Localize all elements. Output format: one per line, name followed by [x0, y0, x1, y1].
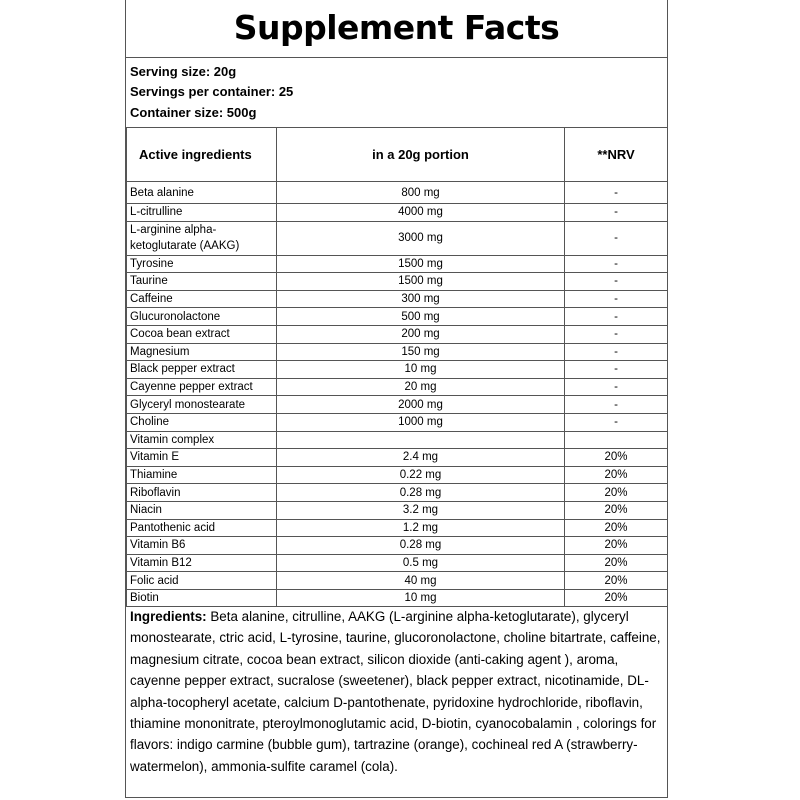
- portion-amount: 150 mg: [277, 343, 565, 361]
- nrv-value: -: [565, 325, 668, 343]
- ingredient-name: Tyrosine: [127, 255, 277, 273]
- portion-amount: 0.28 mg: [277, 484, 565, 502]
- table-row: [127, 308, 668, 326]
- ingredient-name: Niacin: [127, 501, 277, 519]
- ingredient-name: Folic acid: [127, 572, 277, 590]
- ingredient-name: Pantothenic acid: [127, 519, 277, 537]
- ingredient-name: L-arginine alpha-ketoglutarate (AAKG): [127, 221, 277, 255]
- nrv-value: -: [565, 378, 668, 396]
- table-row: [127, 554, 668, 572]
- nrv-value: 20%: [565, 554, 668, 572]
- nrv-value: 20%: [565, 466, 668, 484]
- servings-per-container: Servings per container: 25: [130, 84, 294, 99]
- table-row: [127, 255, 668, 273]
- header-nrv: **NRV: [565, 128, 668, 182]
- table-header-row: [127, 128, 668, 182]
- supplement-table: [126, 127, 668, 607]
- ingredient-name: Riboflavin: [127, 484, 277, 502]
- nrv-value: -: [565, 290, 668, 308]
- table-row: [127, 589, 668, 607]
- table-row: [127, 182, 668, 204]
- serving-size: Serving size: 20g: [130, 64, 237, 79]
- nrv-value: -: [565, 182, 668, 204]
- table-row: [127, 449, 668, 467]
- ingredient-name: Caffeine: [127, 290, 277, 308]
- portion-amount: 2000 mg: [277, 396, 565, 414]
- portion-amount: 500 mg: [277, 308, 565, 326]
- portion-amount: 3.2 mg: [277, 501, 565, 519]
- header-active-ingredients: Active ingredients: [127, 128, 277, 182]
- ingredient-name: Biotin: [127, 589, 277, 607]
- ingredients-list: Beta alanine, citrulline, AAKG (L-arginine alpha-ketoglutarate), glyceryl monostearate, ctric acid, L-tyrosine, taurine, glucoronolactone, choline bitartrate, caffeine, magnesium citrate, cocoa bean extract, silicon dioxide (anti-caking agent ), aroma, cayenne pepper extract, sucralose (sweetener), black pepper extract, nicotinamide, DL-alpha-tocopheryl acetate, calcium D-pantothenate, pyridoxine hydrochloride, riboflavin, thiamine mononitrate, pteroylmonoglutamic acid, D-biotin, cyanocobalamin , colorings for flavors: indigo carmine (bubble gum), tartrazine (orange), cochineal red A (strawberry-watermelon), ammonia-sulfite caramel (cola).: [130, 609, 661, 774]
- table-row: [127, 537, 668, 555]
- table-row: [127, 221, 668, 255]
- table-row: [127, 378, 668, 396]
- ingredient-name: Choline: [127, 413, 277, 431]
- portion-amount: 0.22 mg: [277, 466, 565, 484]
- table-row: [127, 396, 668, 414]
- nrv-value: -: [565, 273, 668, 291]
- nrv-value: -: [565, 413, 668, 431]
- ingredients-text: [130, 606, 666, 777]
- ingredient-name: Vitamin B12: [127, 554, 277, 572]
- portion-amount: 200 mg: [277, 325, 565, 343]
- portion-amount: 20 mg: [277, 378, 565, 396]
- table-row: [127, 519, 668, 537]
- portion-amount: 300 mg: [277, 290, 565, 308]
- nrv-value: [565, 431, 668, 449]
- nrv-value: -: [565, 255, 668, 273]
- ingredient-name: Magnesium: [127, 343, 277, 361]
- portion-amount: 800 mg: [277, 182, 565, 204]
- table-row: [127, 501, 668, 519]
- nrv-value: -: [565, 308, 668, 326]
- nrv-value: 20%: [565, 519, 668, 537]
- ingredient-name: Beta alanine: [127, 182, 277, 204]
- ingredient-name: Taurine: [127, 273, 277, 291]
- container-size: Container size: 500g: [130, 105, 257, 120]
- table-row: [127, 204, 668, 222]
- table-row: [127, 413, 668, 431]
- nrv-value: 20%: [565, 589, 668, 607]
- portion-amount: 0.5 mg: [277, 554, 565, 572]
- nrv-value: 20%: [565, 501, 668, 519]
- nrv-value: -: [565, 204, 668, 222]
- header-portion: in a 20g portion: [277, 128, 565, 182]
- nrv-value: 20%: [565, 537, 668, 555]
- divider: [126, 57, 667, 58]
- table-row: [127, 431, 668, 449]
- table-row: [127, 466, 668, 484]
- nrv-value: 20%: [565, 449, 668, 467]
- portion-amount: 10 mg: [277, 589, 565, 607]
- ingredient-name: L-citrulline: [127, 204, 277, 222]
- nrv-value: -: [565, 396, 668, 414]
- portion-amount: 1500 mg: [277, 273, 565, 291]
- portion-amount: 2.4 mg: [277, 449, 565, 467]
- supplement-facts-panel: [125, 0, 668, 798]
- portion-amount: 4000 mg: [277, 204, 565, 222]
- ingredient-name: Cocoa bean extract: [127, 325, 277, 343]
- ingredient-name: Black pepper extract: [127, 361, 277, 379]
- table-row: [127, 343, 668, 361]
- ingredient-name: Thiamine: [127, 466, 277, 484]
- ingredient-name: Vitamin E: [127, 449, 277, 467]
- nrv-value: -: [565, 361, 668, 379]
- table-row: [127, 290, 668, 308]
- portion-amount: 1500 mg: [277, 255, 565, 273]
- portion-amount: 40 mg: [277, 572, 565, 590]
- ingredient-name: Vitamin complex: [127, 431, 277, 449]
- table-row: [127, 484, 668, 502]
- nrv-value: 20%: [565, 572, 668, 590]
- portion-amount: 3000 mg: [277, 221, 565, 255]
- table-row: [127, 273, 668, 291]
- table-row: [127, 361, 668, 379]
- ingredient-name: Glyceryl monostearate: [127, 396, 277, 414]
- ingredient-name: Cayenne pepper extract: [127, 378, 277, 396]
- portion-amount: [277, 431, 565, 449]
- nrv-value: 20%: [565, 484, 668, 502]
- portion-amount: 1.2 mg: [277, 519, 565, 537]
- ingredient-name: Glucuronolactone: [127, 308, 277, 326]
- nrv-value: -: [565, 221, 668, 255]
- nrv-value: -: [565, 343, 668, 361]
- ingredients-label: Ingredients:: [130, 609, 207, 624]
- table-row: [127, 572, 668, 590]
- table-row: [127, 325, 668, 343]
- page-title: Supplement Facts: [233, 8, 560, 47]
- ingredient-name: Vitamin B6: [127, 537, 277, 555]
- portion-amount: 0.28 mg: [277, 537, 565, 555]
- table-body: [127, 182, 668, 607]
- portion-amount: 10 mg: [277, 361, 565, 379]
- portion-amount: 1000 mg: [277, 413, 565, 431]
